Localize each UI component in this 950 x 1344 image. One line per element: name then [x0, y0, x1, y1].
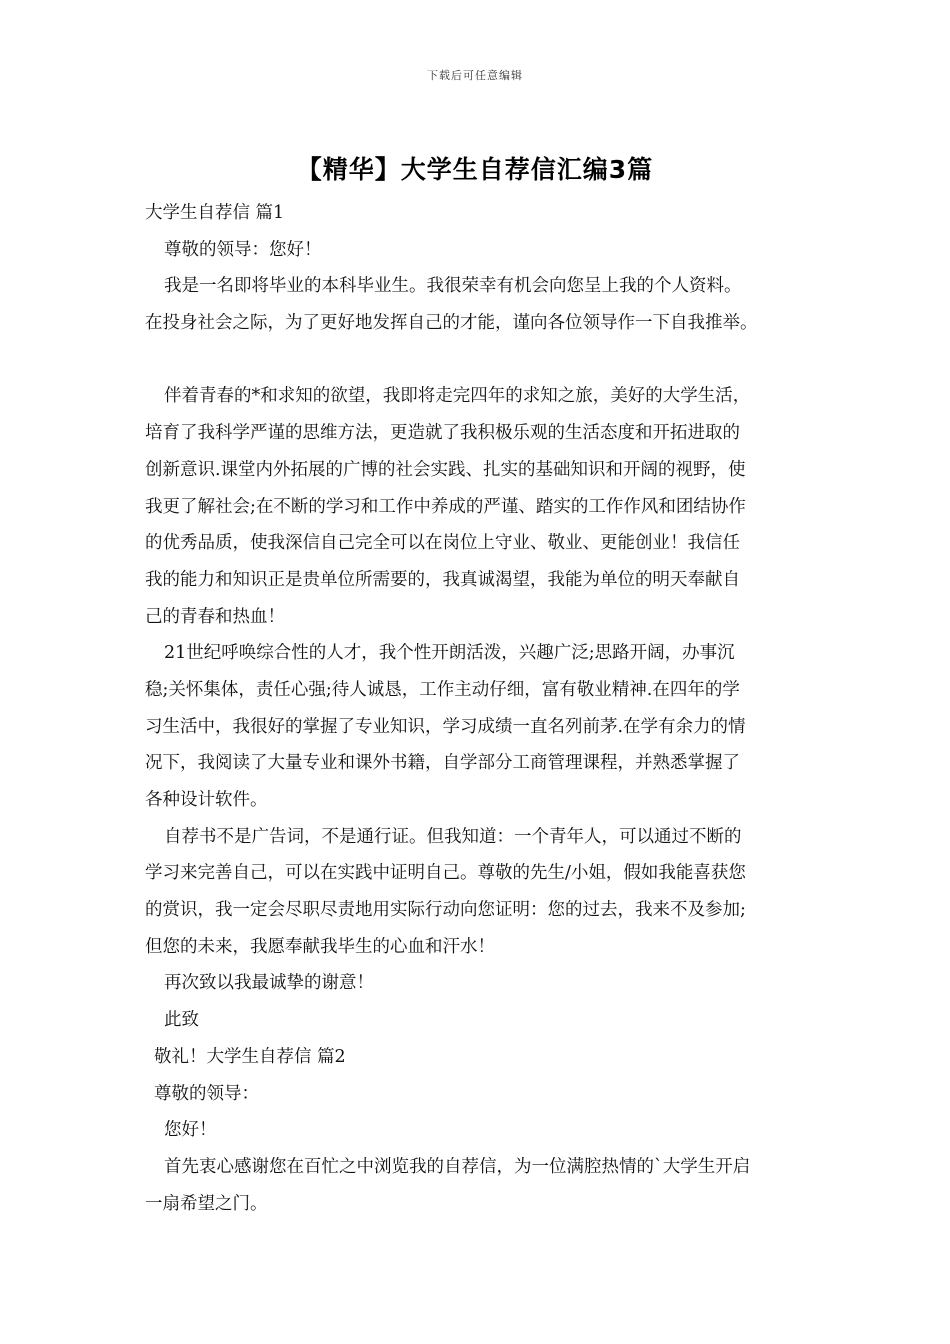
text-line: 习生活中，我很好的掌握了专业知识，学习成绩一直名列前茅.在学有余力的情 [145, 716, 746, 737]
text-line: 的优秀品质，使我深信自己完全可以在岗位上守业、敬业、更能创业！我信任 [145, 533, 740, 554]
text-line: 尊敬的领导： [154, 1083, 259, 1104]
blank-line [145, 342, 810, 379]
text-line: 我的能力和知识正是贵单位所需要的，我真诚渴望，我能为单位的明天奉献自 [145, 569, 740, 590]
text-line: 各种设计软件。 [145, 790, 268, 810]
text-line: 首先衷心感谢您在百忙之中浏览我的自荐信，为一位满腔热情的`大学生开启 [164, 1156, 751, 1177]
text-line: 大学生自荐信 篇1 [145, 203, 285, 223]
document-body [145, 195, 810, 1222]
text-line: 但您的未来，我愿奉献我毕生的心血和汗水！ [145, 936, 495, 957]
text-line: 尊敬的领导：您好！ [164, 239, 322, 260]
text-line: 培育了我科学严谨的思维方法，更造就了我积极乐观的生活态度和开拓进取的 [145, 423, 740, 444]
text-line: 21世纪呼唤综合性的人才，我个性开朗活泼，兴趣广泛;思路开阔，办事沉 [164, 643, 735, 664]
text-line: 敬礼！大学生自荐信 篇2 [154, 1046, 346, 1067]
text-line: 一扇希望之门。 [145, 1193, 268, 1214]
text-line: 再次致以我最诚挚的谢意！ [164, 973, 374, 994]
text-line: 此致 [164, 1010, 199, 1031]
header-note: 下载后可任意编辑 [427, 69, 523, 82]
text-line: 伴着青春的*和求知的欲望，我即将走完四年的求知之旅，美好的大学生活， [164, 386, 751, 407]
text-line: 在投身社会之际，为了更好地发挥自己的才能，谨向各位领导作一下自我推举。 [145, 313, 758, 334]
text-line: 稳;关怀集体，责任心强;待人诚恳，工作主动仔细，富有敬业精神.在四年的学 [145, 679, 740, 700]
text-line: 况下，我阅读了大量专业和课外书籍，自学部分工商管理课程，并熟悉掌握了 [145, 753, 740, 774]
text-line: 自荐书不是广告词，不是通行证。但我知道：一个青年人，可以通过不断的 [164, 826, 742, 847]
text-line: 创新意识.课堂内外拓展的广博的社会实践、扎实的基础知识和开阔的视野，使 [145, 459, 746, 480]
text-line: 我更了解社会;在不断的学习和工作中养成的严谨、踏实的工作作风和团结协作 [145, 496, 746, 517]
text-line: 学习来完善自己，可以在实践中证明自己。尊敬的先生/小姐，假如我能喜获您 [145, 863, 746, 884]
document-title: 【精华】大学生自荐信汇编3篇 [296, 155, 654, 184]
text-line: 您好！ [164, 1120, 217, 1141]
text-line: 己的青春和热血！ [145, 606, 285, 627]
text-line: 的赏识，我一定会尽职尽责地用实际行动向您证明：您的过去，我来不及参加; [145, 900, 746, 921]
text-line: 我是一名即将毕业的本科毕业生。我很荣幸有机会向您呈上我的个人资料。 [164, 276, 742, 297]
